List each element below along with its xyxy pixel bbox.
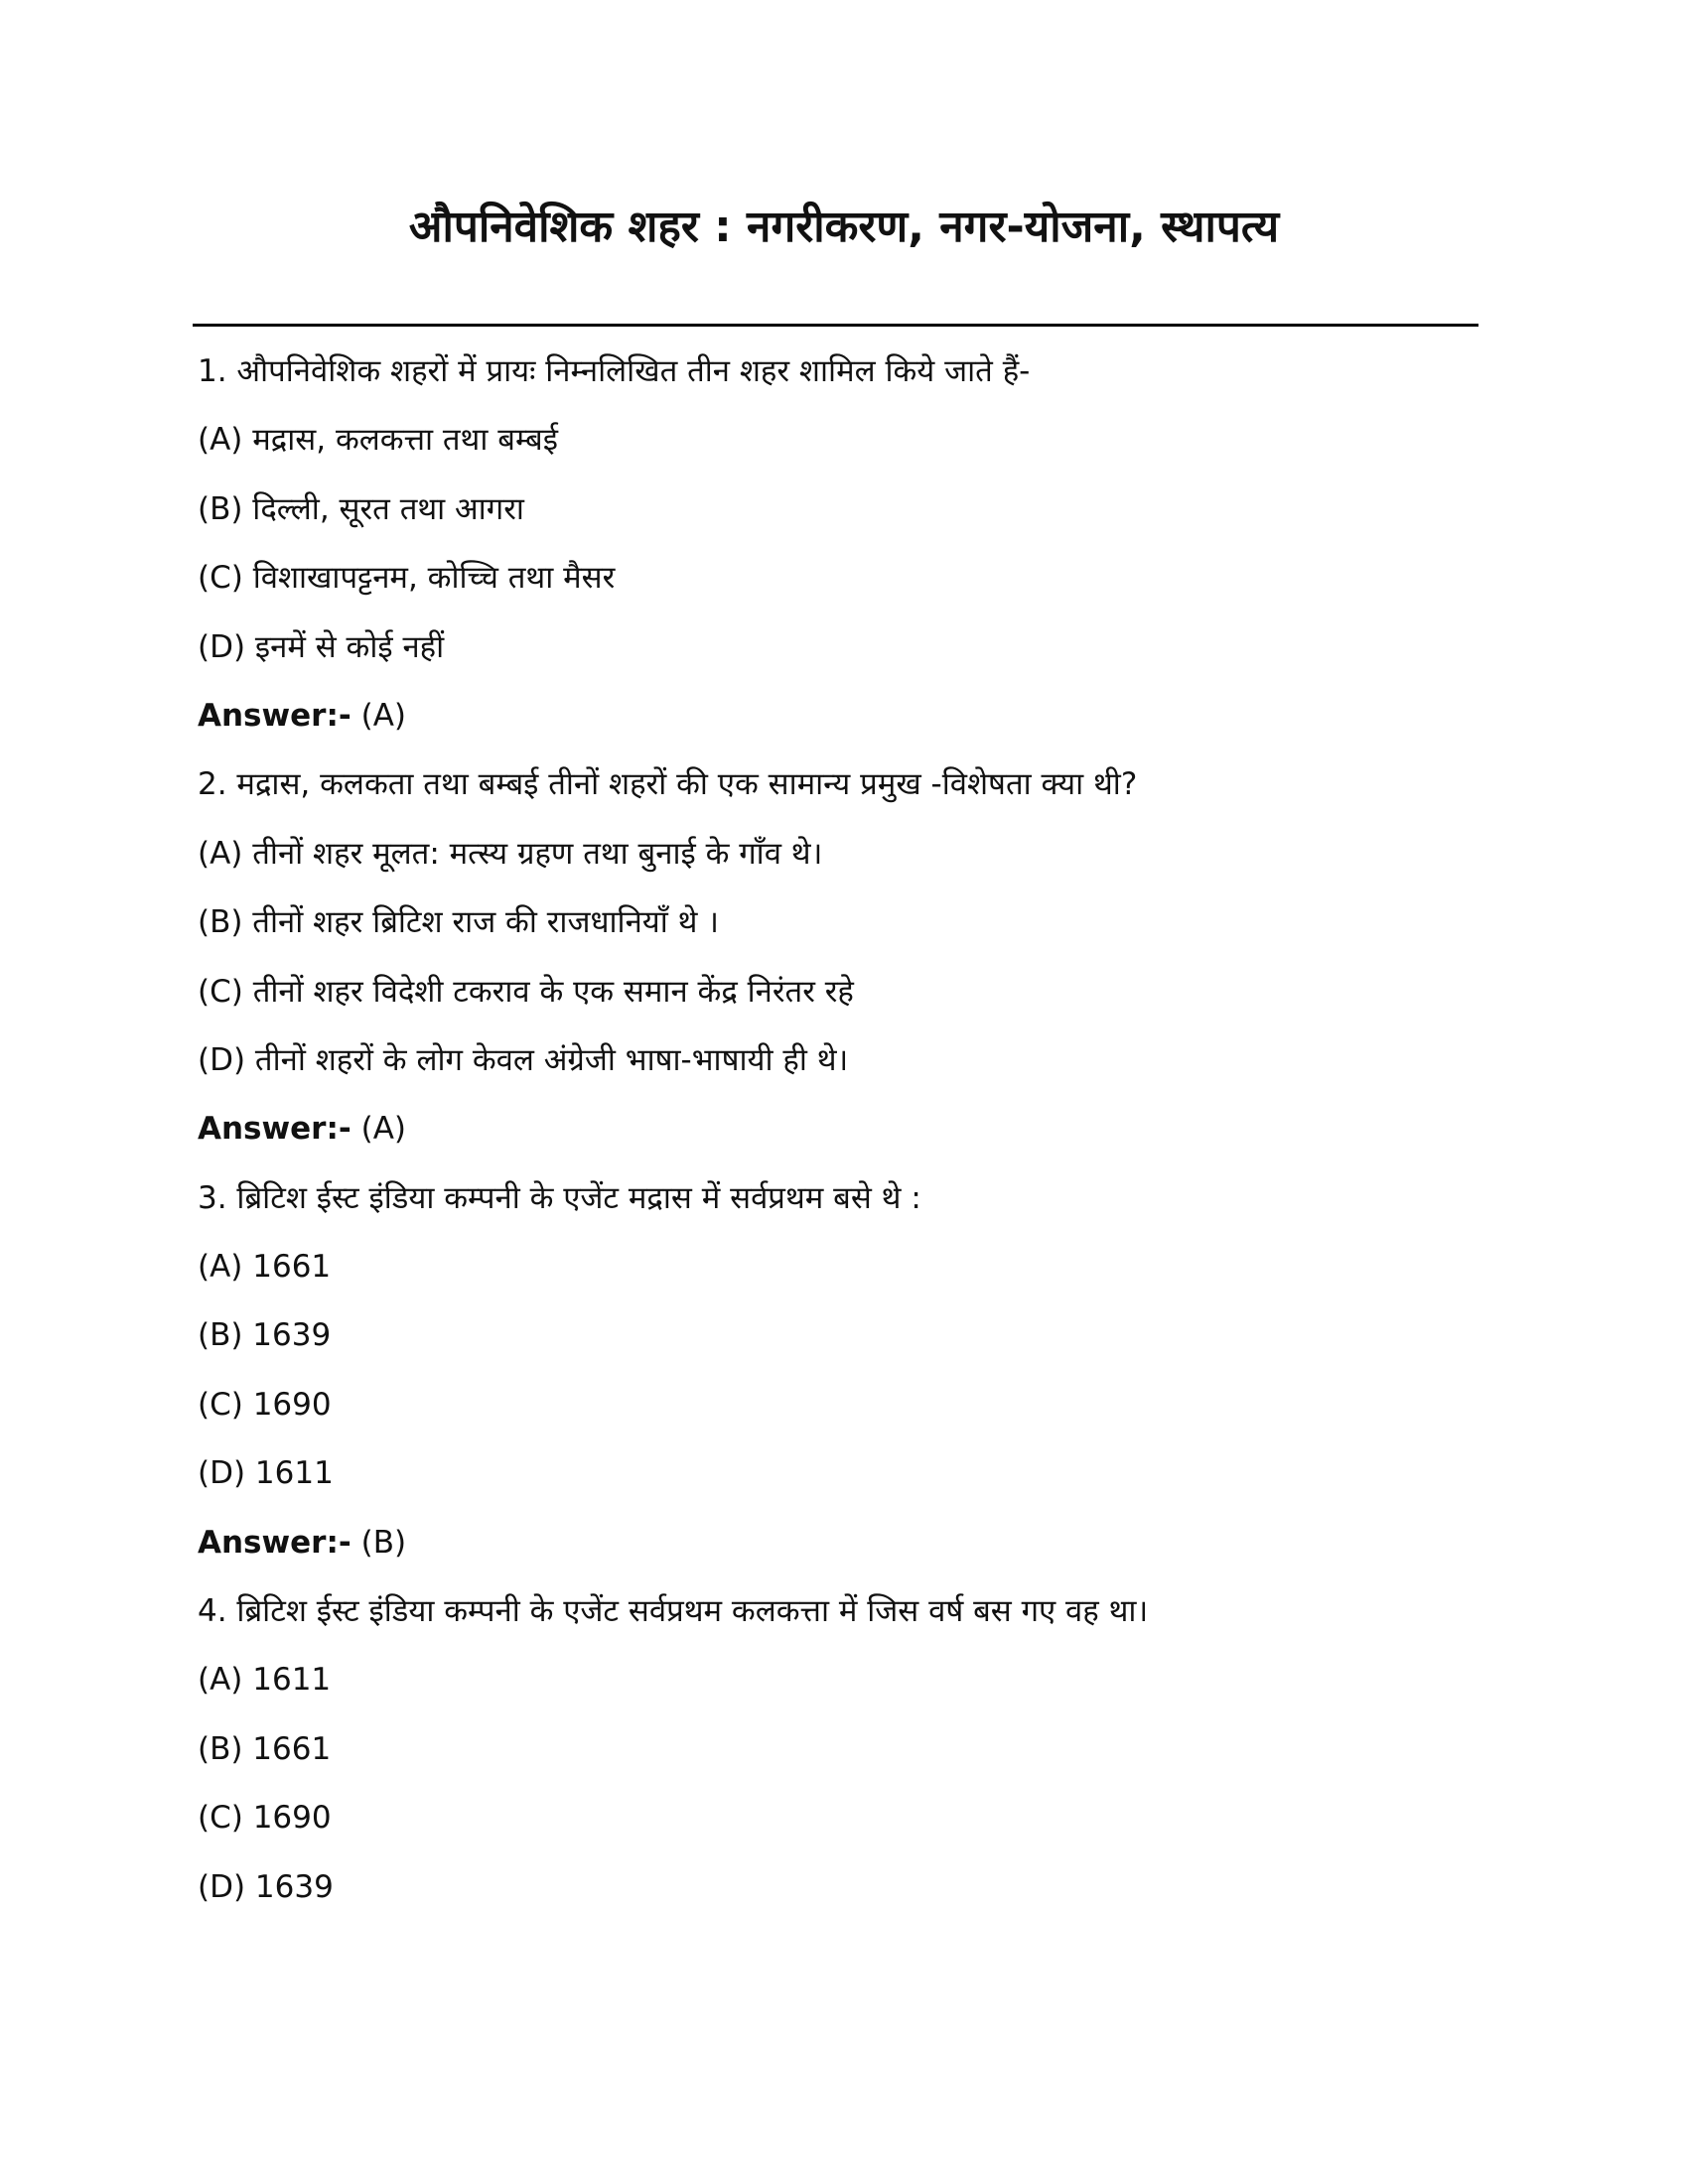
option: (A) 1611: [198, 1662, 332, 1699]
option: (A) 1661: [198, 1249, 332, 1286]
question-1: [198, 338, 1488, 751]
question-text: 2. मद्रास, कलकता तथा बम्बई तीनों शहरों की एक सामान्य प्रमुख -विशेषता क्या थी?: [198, 766, 1138, 803]
question-list: [198, 338, 1488, 1922]
answer-label: Answer:-: [198, 697, 352, 734]
option: (B) 1639: [198, 1317, 332, 1354]
option: (C) विशाखापट्टनम, कोच्चि तथा मैसर: [198, 560, 616, 597]
question-text: 4. ब्रिटिश ईस्ट इंडिया कम्पनी के एजेंट सर्वप्रथम कलकत्ता में जिस वर्ष बस गए वह था।: [198, 1593, 1149, 1630]
answer-line: [198, 1509, 1488, 1577]
option: (D) इनमें से कोई नहीं: [198, 628, 445, 665]
question-2: [198, 751, 1488, 1163]
answer-value: (B): [360, 1524, 407, 1561]
answer-value: (A): [360, 697, 406, 734]
question-3: [198, 1164, 1488, 1577]
answer-line: [198, 1095, 1488, 1163]
page-title: औपनिवेशिक शहर : नगरीकरण, नगर-योजना, स्थापत्य: [408, 202, 1280, 252]
answer-value: (A): [360, 1111, 406, 1148]
option: (A) तीनों शहर मूलत: मत्स्य ग्रहण तथा बुनाई के गाँव थे।: [198, 835, 823, 872]
option: (D) तीनों शहरों के लोग केवल अंग्रेजी भाषा-भाषायी ही थे।: [198, 1041, 849, 1078]
option: (D) 1611: [198, 1455, 334, 1492]
option: (B) दिल्ली, सूरत तथा आगरा: [198, 490, 524, 527]
question-text: 3. ब्रिटिश ईस्ट इंडिया कम्पनी के एजेंट मद्रास में सर्वप्रथम बसे थे :: [198, 1179, 921, 1216]
option: (B) तीनों शहर ब्रिटिश राज की राजधानियाँ थे ।: [198, 904, 720, 941]
question-text: 1. औपनिवेशिक शहरों में प्रायः निम्नलिखित तीन शहर शामिल किये जाते हैं-: [198, 353, 1031, 389]
option: (C) तीनों शहर विदेशी टकराव के एक समान केंद्र निरंतर रहे: [198, 973, 854, 1010]
answer-line: [198, 682, 1488, 751]
answer-label: Answer:-: [198, 1111, 352, 1148]
option: (A) मद्रास, कलकत्ता तथा बम्बई: [198, 422, 558, 459]
answer-label: Answer:-: [198, 1524, 352, 1561]
question-4: [198, 1577, 1488, 1922]
title-divider: [193, 324, 1478, 327]
option: (D) 1639: [198, 1868, 334, 1905]
option: (B) 1661: [198, 1730, 332, 1767]
option: (C) 1690: [198, 1386, 332, 1423]
option: (C) 1690: [198, 1800, 332, 1837]
